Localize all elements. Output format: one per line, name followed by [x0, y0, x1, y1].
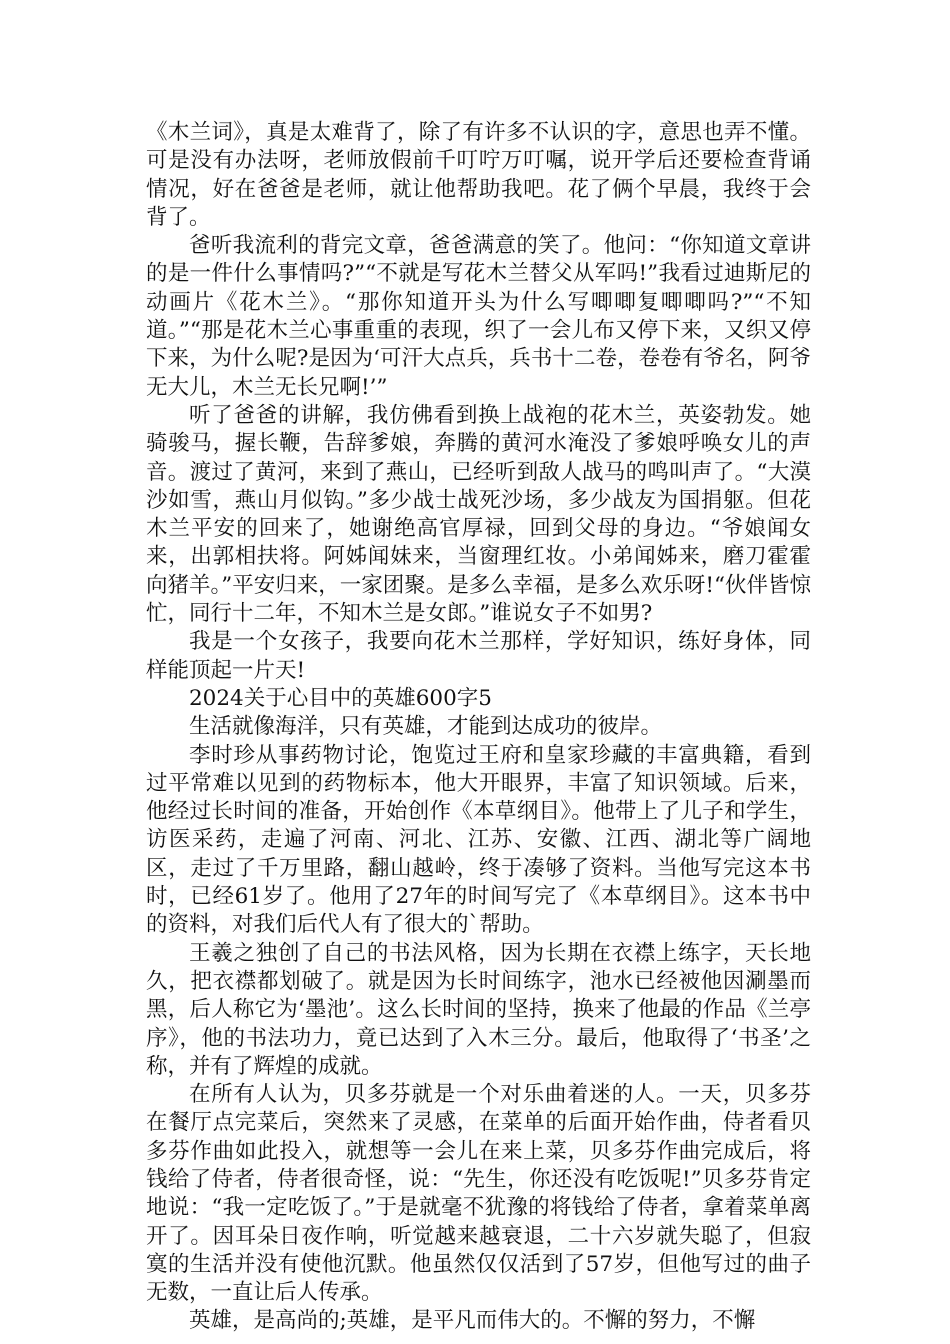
- paragraph-mulan-intro: 《木兰词》，真是太难背了，除了有许多不认识的字，意思也弄不懂。可是没有办法呀，老师放假前千叮咛万叮嘱，说开学后还要检查背诵情况，好在爸爸是老师，就让他帮助我吧。花了俩个早晨，我终于会背了。: [146, 120, 811, 230]
- paragraph-li-shizhen: 李时珍从事药物讨论，饱览过王府和皇家珍藏的丰富典籍，看到过平常难以见到的药物标本，他大开眼界，丰富了知识领域。后来，他经过长时间的准备，开始创作《本草纲目》。他带上了儿子和学生，访医采药，走遍了河南、河北、江苏、安徽、江西、湖北等广阔地区，走过了千万里路，翻山越岭，终于凑够了资料。当他写完这本书时，已经61岁了。他用了27年的时间写完了《本草纲目》。这本书中的资料，对我们后代人有了很大的`帮助。: [146, 742, 811, 938]
- paragraph-beethoven: 在所有人认为，贝多芬就是一个对乐曲着迷的人。一天，贝多芬在餐厅点完菜后，突然来了灵感，在菜单的后面开始作曲，侍者看贝多芬作曲如此投入，就想等一会儿在来上菜，贝多芬作曲完成后，将钱给了侍者，侍者很奇怪，说：“先生，你还没有吃饭呢!”贝多芬肯定地说：“我一定吃饭了。”于是就毫不犹豫的将钱给了侍者，拿着菜单离开了。因耳朵日夜作响，听觉越来越衰退，二十六岁就失聪了，但寂寞的生活并没有使他沉默。他虽然仅仅活到了57岁，但他写过的曲子无数，一直让后人传承。: [146, 1082, 811, 1306]
- paragraph-life-ocean: 生活就像海洋，只有英雄，才能到达成功的彼岸。: [189, 714, 663, 740]
- paragraph-hero-conclusion: 英雄，是高尚的;英雄，是平凡而伟大的。不懈的努力，不懈: [189, 1308, 756, 1334]
- document-page: [146, 119, 811, 1336]
- paragraph-girl-resolve: 我是一个女孩子，我要向花木兰那样，学好知识，练好身体，同样能顶起一片天!: [146, 629, 811, 683]
- section-heading: 2024关于心目中的英雄600字5: [189, 685, 492, 711]
- paragraph-mulan-story: 听了爸爸的讲解，我仿佛看到换上战袍的花木兰，英姿勃发。她骑骏马，握长鞭，告辞爹娘，奔腾的黄河水淹没了爹娘呼唤女儿的声音。渡过了黄河，来到了燕山，已经听到敌人战马的鸣叫声了。“大漠沙如雪，燕山月似钩。”多少战士战死沙场，多少战友为国捐躯。但花木兰平安的回来了，她谢绝高官厚禄，回到父母的身边。“爷娘闻女来，出郭相扶将。阿姊闻妹来，当窗理红妆。小弟闻姊来，磨刀霍霍向猪羊。”平安归来，一家团聚。是多么幸福，是多么欢乐呀!“伙伴皆惊忙，同行十二年，不知木兰是女郎。”谁说女子不如男?: [146, 402, 811, 627]
- paragraph-wang-xizhi: 王羲之独创了自己的书法风格，因为长期在衣襟上练字，天长地久，把衣襟都划破了。就是因为长时间练字，池水已经被他因涮墨而黑，后人称它为‘墨池’。这么长时间的坚持，换来了他最的作品《兰亭序》，他的书法功力，竟已达到了入木三分。最后，他取得了‘书圣’之称，并有了辉煌的成就。: [146, 940, 811, 1079]
- paragraph-father-question: 爸听我流利的背完文章，爸爸满意的笑了。他问：“你知道文章讲的是一件什么事情吗?”“不就是写花木兰替父从军吗!”我看过迪斯尼的动画片《花木兰》。“那你知道开头为什么写唧唧复唧唧吗?”“不知道。”“那是花木兰心事重重的表现，织了一会儿布又停下来，又织又停下来，为什么呢?是因为‘可汗大点兵，兵书十二卷，卷卷有爷名，阿爷无大儿，木兰无长兄啊!’”: [146, 233, 811, 400]
